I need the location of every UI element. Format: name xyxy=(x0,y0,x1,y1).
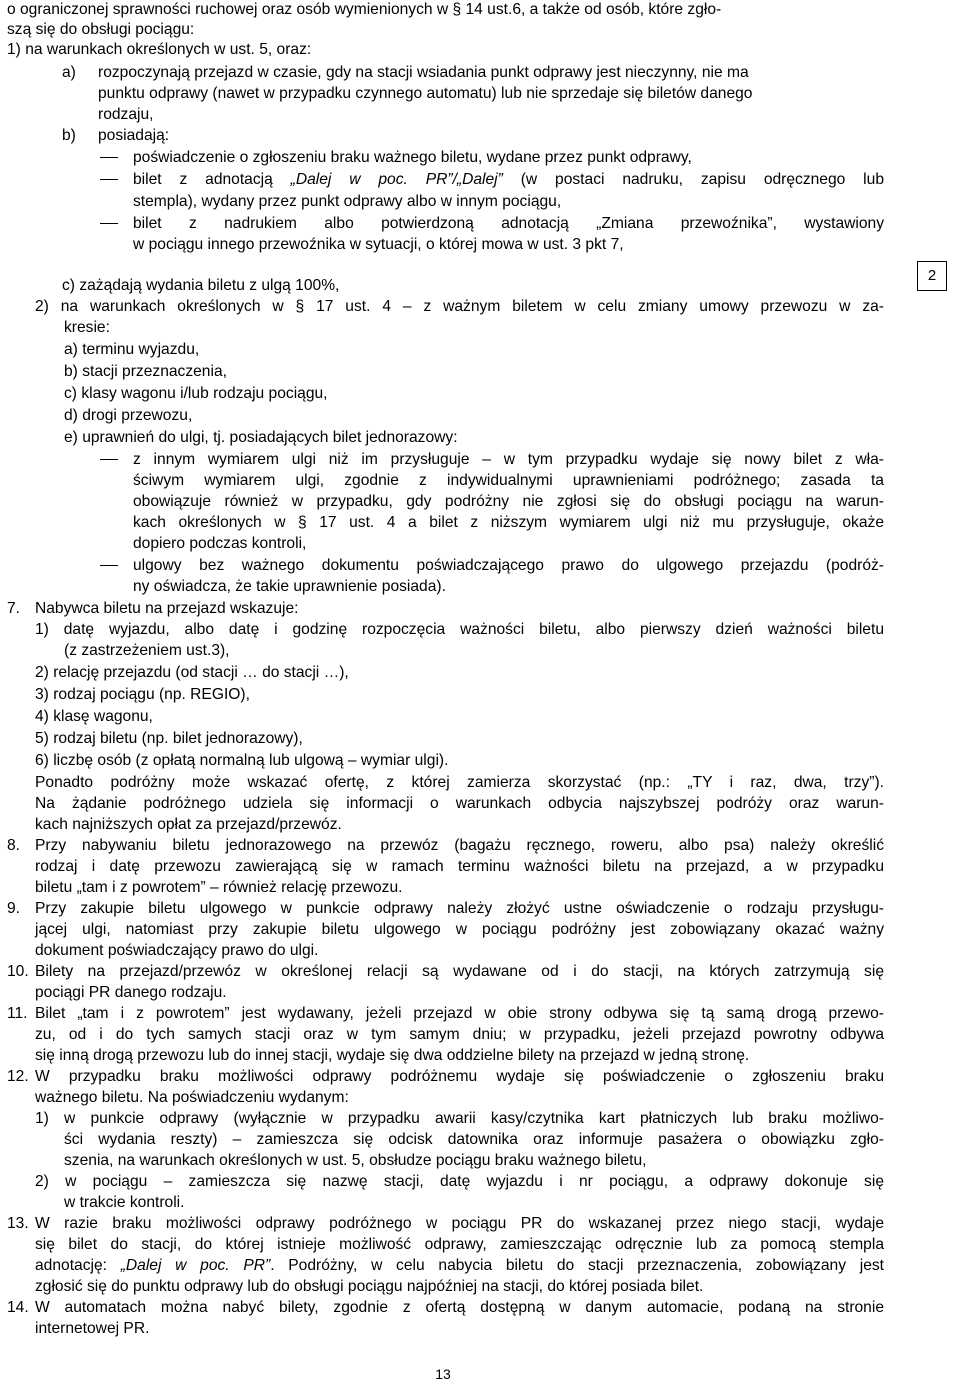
dash-bullet xyxy=(100,459,118,460)
dash-bullet xyxy=(100,179,118,180)
text-line: obowiązuje również w przypadku, gdy podróżny nie zgłosi się do obsługi pociągu na warun- xyxy=(133,493,884,510)
text-segment: bilet z adnotacją xyxy=(133,171,273,188)
text-line: rodzaju, xyxy=(98,106,154,123)
list-item: a) terminu wyjazdu, xyxy=(64,341,200,358)
text-line: biletu „tam i z powrotem” – również relację przewozu. xyxy=(35,879,403,896)
section-number: 10. xyxy=(7,963,29,980)
italic-annotation: „Dalej w poc. PR”/„Dalej” xyxy=(290,171,503,188)
text-line: 2) w pociągu – zamieszcza się nazwę stacji, datę wyjazdu i nr pociągu, a odprawy dokonuje się xyxy=(35,1173,884,1190)
section-number: 9. xyxy=(7,900,21,917)
dash-bullet xyxy=(100,565,118,566)
text-line: punktu odprawy (nawet w przypadku czynnego automatu) lub nie sprzedaje się biletów danego xyxy=(98,85,753,102)
list-item: e) uprawnień do ulgi, tj. posiadających bilet jednorazowy: xyxy=(64,429,458,446)
text-line: c) zażądają wydania biletu z ulgą 100%, xyxy=(62,277,340,294)
list-item: 2) relację przejazdu (od stacji … do stacji …), xyxy=(35,664,349,681)
text-line: rodzaj i datę przewozu zawierającą się w ramach terminu ważności biletu na przejazd, a w przypadku xyxy=(35,858,884,875)
text-line: Na żądanie podróżnego udziela się informacji o warunkach odbycia najszybszej podróży oraz warun- xyxy=(35,795,884,812)
list-item: c) klasy wagonu i/lub rodzaju pociągu, xyxy=(64,385,328,402)
list-item: d) drogi przewozu, xyxy=(64,407,193,424)
text-line: w trakcie kontroli. xyxy=(64,1194,185,1211)
text-line: Ponadto podróżny może wskazać ofertę, z której zamierza skorzystać (np.: „TY i raz, dwa, trzy”). xyxy=(35,774,884,791)
text-line: Nabywca biletu na przejazd wskazuje: xyxy=(35,600,299,617)
section-number: 12. xyxy=(7,1068,29,1085)
text-line: 1) w punkcie odprawy (wyłącznie w przypadku awarii kasy/czytnika kart płatniczych lub braku możliwo- xyxy=(35,1110,884,1127)
list-item: 5) rodzaj biletu (np. bilet jednorazowy), xyxy=(35,730,303,747)
text-line: 1) datę wyjazdu, albo datę i godzinę rozpoczęcia ważności biletu, albo pierwszy dzień ważności biletu xyxy=(35,621,884,638)
dash-bullet xyxy=(100,157,118,158)
side-page-marker: 2 xyxy=(917,261,947,291)
page-number: 13 xyxy=(435,1366,451,1382)
list-marker: a) xyxy=(62,64,76,81)
text-line: rozpoczynają przejazd w czasie, gdy na stacji wsiadania punkt odprawy jest nieczynny, nie ma xyxy=(98,64,749,81)
text-segment: . Podróżny, w celu nabycia biletu do stacji przeznaczenia, zobowiązany jest xyxy=(270,1257,884,1274)
section-number: 8. xyxy=(7,837,21,854)
text-line: kach określonych w § 17 ust. 4 a bilet z niższym wymiarem ulgi niż mu przysługuje, okaże xyxy=(133,514,884,531)
text-line: zgłosić się do punktu odprawy lub do obsługi pociągu najpóźniej na stacji, do której posiada bilet. xyxy=(35,1278,704,1295)
list-item: b) stacji przeznaczenia, xyxy=(64,363,227,380)
text-line: kach najniższych opłat za przejazd/przewóz. xyxy=(35,816,342,833)
section-number: 13. xyxy=(7,1215,29,1232)
text-line: się bilet do stacji, do której istnieje możliwość odprawy, zamieszczając odręcznie lub za pomocą stempla xyxy=(35,1236,884,1253)
text-line: W razie braku możliwości odprawy podróżnego w pociągu PR do wskazanej przez niego stacji, wydaje xyxy=(35,1215,884,1232)
dash-bullet xyxy=(100,223,118,224)
section-number: 11. xyxy=(7,1005,28,1022)
text-line xyxy=(133,170,884,190)
section-number: 7. xyxy=(7,600,21,617)
text-line: bilet z nadrukiem albo potwierdzoną adnotacją „Zmiana przewoźnika”, wystawiony xyxy=(133,215,884,232)
list-item: 4) klasę wagonu, xyxy=(35,708,153,725)
text-line: ści wydania reszty) – zamieszcza się odcisk datownika oraz informuje pasażera o obowiązku zgło- xyxy=(64,1131,884,1148)
text-segment: adnotację: xyxy=(35,1257,121,1274)
text-line: w pociągu innego przewoźnika w sytuacji, o której mowa w ust. 3 pkt 7, xyxy=(133,236,624,253)
text-line: poświadczenie o zgłoszeniu braku ważnego biletu, wydane przez punkt odprawy, xyxy=(133,149,692,166)
text-line: 1) na warunkach określonych w ust. 5, oraz: xyxy=(7,41,312,58)
text-line: W automatach można nabyć bilety, zgodnie z ofertą dostępną w danym automacie, podaną na stronie xyxy=(35,1299,884,1316)
list-marker: b) xyxy=(62,127,76,144)
text-line: pociągi PR danego rodzaju. xyxy=(35,984,227,1001)
text-line: szą się do obsługi pociągu: xyxy=(7,21,195,38)
text-line: jącej ulgi, natomiast przy zakupie biletu ulgowego w pociągu podróżny jest zobowiązany okazać ważny xyxy=(35,921,884,938)
text-line: kresie: xyxy=(64,319,110,336)
text-line: ważnego biletu. Na poświadczeniu wydanym: xyxy=(35,1089,349,1106)
text-line: stempla), wydany przez punkt odprawy albo w innym pociągu, xyxy=(133,193,562,210)
text-segment: (w postaci nadruku, zapisu odręcznego lub xyxy=(520,171,884,188)
text-line: z innym wymiarem ulgi niż im przysługuje – w tym przypadku wydaje się nowy bilet z wła- xyxy=(133,451,884,468)
text-line: Przy zakupie biletu ulgowego w punkcie odprawy należy złożyć ustne oświadczenie o rodzaju przysługu- xyxy=(35,900,884,917)
list-item: 3) rodzaj pociągu (np. REGIO), xyxy=(35,686,250,703)
text-line: dopiero podczas kontroli, xyxy=(133,535,307,552)
text-line: (z zastrzeżeniem ust.3), xyxy=(64,642,230,659)
text-line: ściwym wymiarem ulgi, zgodnie z indywidualnymi uprawnieniami podróżnego; zasada ta xyxy=(133,472,884,489)
text-line: Przy nabywaniu biletu jednorazowego na przewóz (bagażu ręcznego, roweru, albo psa) należy określić xyxy=(35,837,884,854)
section-number: 14. xyxy=(7,1299,29,1316)
text-line: ulgowy bez ważnego dokumentu poświadczającego prawo do ulgowego przejazdu (podróż- xyxy=(133,557,884,574)
text-line: ny oświadcza, że takie uprawnienie posiada). xyxy=(133,578,446,595)
text-line: 2) na warunkach określonych w § 17 ust. 4 – z ważnym biletem w celu zmiany umowy przewozu w za- xyxy=(35,298,884,315)
text-line: się inną drogą przewozu lub do innej stacji, wydaje się dwa oddzielne bilety na przejazd w jedną stronę. xyxy=(35,1047,750,1064)
text-line: zu, od i do tych samych stacji oraz w tym samym dniu; w przypadku, jeżeli przejazd powrotny odbywa xyxy=(35,1026,884,1043)
text-line: Bilety na przejazd/przewóz w określonej relacji są wydawane od i do stacji, na których zatrzymują się xyxy=(35,963,884,980)
italic-annotation: „Dalej w poc. PR” xyxy=(120,1257,271,1274)
text-line: internetowej PR. xyxy=(35,1320,150,1337)
text-line xyxy=(35,1256,884,1276)
text-line: W przypadku braku możliwości odprawy podróżnemu wydaje się poświadczenie o zgłoszeniu braku xyxy=(35,1068,884,1085)
list-item: 6) liczbę osób (z opłatą normalną lub ulgową – wymiar ulgi). xyxy=(35,752,449,769)
text-line: posiadają: xyxy=(98,127,170,144)
text-line: o ograniczonej sprawności ruchowej oraz osób wymienionych w § 14 ust.6, a także od osób, które zgło- xyxy=(7,1,722,18)
text-line: Bilet „tam i z powrotem” jest wydawany, jeżeli przejazd w obie strony odbywa się tą samą drogą przewo- xyxy=(35,1005,884,1022)
text-line: dokument poświadczający prawo do ulgi. xyxy=(35,942,319,959)
text-line: szenia, na warunkach określonych w ust. 5, obsłudze pociągu braku ważnego biletu, xyxy=(64,1152,647,1169)
